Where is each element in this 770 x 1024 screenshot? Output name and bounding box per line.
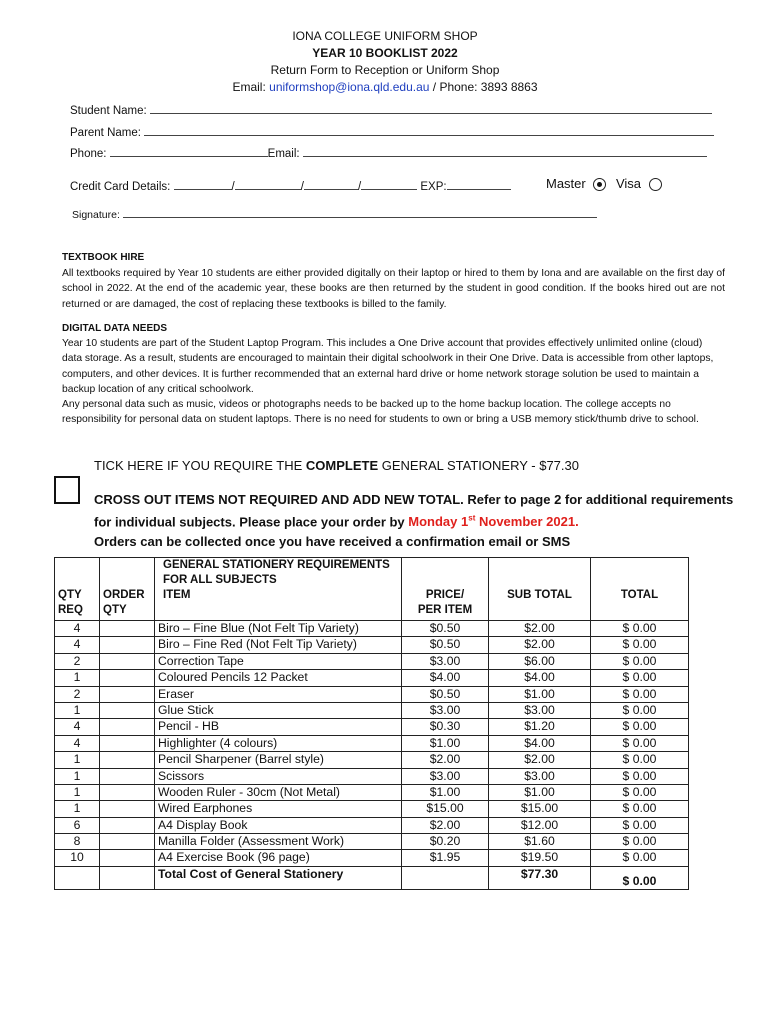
total-cell[interactable]: $ 0.00 — [591, 834, 689, 850]
total-cell[interactable]: $ 0.00 — [591, 817, 689, 833]
subtotal-cell: $1.00 — [489, 784, 591, 800]
table-row — [55, 850, 689, 866]
total-label: Total Cost of General Stationery — [155, 866, 402, 889]
item-cell: Manilla Folder (Assessment Work) — [155, 834, 402, 850]
phone-label: Phone: — [70, 148, 107, 160]
total-cell[interactable]: $ 0.00 — [591, 719, 689, 735]
subtotal-header-top — [489, 558, 591, 589]
exp-field[interactable] — [447, 178, 511, 190]
table-row — [55, 784, 689, 800]
digital-data-text-2: Any personal data such as music, videos or photographs needs to be backed up to the home backup location. The college accepts no responsibility for personal data on student laptops. There is no need for students to own or bring a USB memory stick/thumb drive to school. — [62, 399, 699, 426]
total-cell[interactable]: $ 0.00 — [591, 670, 689, 686]
order-deadline: Monday 1st November 2021. — [408, 514, 579, 530]
student-name-label: Student Name: — [70, 105, 147, 117]
total-cell[interactable]: $ 0.00 — [591, 850, 689, 866]
price-cell: $0.20 — [402, 834, 489, 850]
parent-name-row — [70, 124, 714, 139]
table-title — [155, 558, 402, 589]
table-title-line1: GENERAL STATIONERY REQUIREMENTS — [163, 559, 390, 571]
subtotal-cell: $1.60 — [489, 834, 591, 850]
qty-req-cell: 2 — [55, 686, 100, 702]
return-instruction: Return Form to Reception or Uniform Shop — [270, 63, 500, 77]
collection-note: Orders can be collected once you have received a confirmation email or SMS — [94, 534, 571, 549]
total-cell[interactable]: $ 0.00 — [591, 637, 689, 653]
qty-req-cell: 1 — [55, 702, 100, 718]
qty-req-cell: 1 — [55, 670, 100, 686]
order-qty-cell[interactable] — [100, 621, 155, 637]
price-cell: $1.00 — [402, 735, 489, 751]
order-qty-cell[interactable] — [100, 834, 155, 850]
total-cell[interactable]: $ 0.00 — [591, 784, 689, 800]
subtotal-cell: $1.00 — [489, 686, 591, 702]
qty-req-cell: 1 — [55, 784, 100, 800]
order-qty-cell[interactable] — [100, 702, 155, 718]
qty-req-cell: 2 — [55, 653, 100, 669]
subtotal-cell: $2.00 — [489, 752, 591, 768]
order-qty-cell[interactable] — [100, 817, 155, 833]
subtotal-header: SUB TOTAL — [489, 588, 591, 621]
qty-req-cell: 8 — [55, 834, 100, 850]
visa-radio[interactable] — [649, 178, 662, 191]
table-row — [55, 752, 689, 768]
table-row — [55, 834, 689, 850]
subtotal-cell: $4.00 — [489, 735, 591, 751]
total-cell[interactable]: $ 0.00 — [591, 653, 689, 669]
stationery-rows — [55, 621, 689, 867]
total-header: TOTAL — [591, 588, 689, 621]
card-group-1[interactable] — [174, 178, 232, 190]
qty-req-cell: 1 — [55, 752, 100, 768]
complete-stationery-checkbox[interactable] — [54, 476, 80, 504]
price-cell: $1.95 — [402, 850, 489, 866]
master-radio[interactable] — [593, 178, 606, 191]
total-cell[interactable]: $ 0.00 — [591, 752, 689, 768]
order-header-top — [100, 558, 155, 589]
qty-req-cell: 4 — [55, 719, 100, 735]
signature-row — [72, 206, 597, 221]
item-cell: A4 Display Book — [155, 817, 402, 833]
price-header-line2: PER ITEM — [417, 604, 473, 616]
phone-field[interactable] — [110, 145, 268, 157]
email-prefix: Email: — [232, 80, 270, 94]
qty-req-cell: 4 — [55, 735, 100, 751]
parent-name-field[interactable] — [144, 124, 714, 136]
tick-suffix: GENERAL STATIONERY - $77.30 — [378, 458, 579, 473]
cross-out-instruction — [94, 490, 734, 531]
card-group-3[interactable] — [304, 178, 358, 190]
item-cell: A4 Exercise Book (96 page) — [155, 850, 402, 866]
phone-email-row — [70, 145, 707, 160]
tick-prefix: TICK HERE IF YOU REQUIRE THE — [94, 458, 306, 473]
order-qty-cell[interactable] — [100, 768, 155, 784]
item-cell: Biro – Fine Blue (Not Felt Tip Variety) — [155, 621, 402, 637]
order-qty-cell[interactable] — [100, 752, 155, 768]
order-qty-cell[interactable] — [100, 735, 155, 751]
total-cell[interactable]: $ 0.00 — [591, 801, 689, 817]
table-title-line2: FOR ALL SUBJECTS — [163, 574, 277, 586]
qty-header-label: QTY — [58, 589, 82, 601]
total-cell[interactable]: $ 0.00 — [591, 735, 689, 751]
price-cell: $3.00 — [402, 653, 489, 669]
qty-req-cell: 1 — [55, 768, 100, 784]
total-price-cell — [402, 866, 489, 889]
subtotal-cell: $12.00 — [489, 817, 591, 833]
order-qty-cell[interactable] — [100, 637, 155, 653]
qty-header-top — [55, 558, 100, 589]
total-cell[interactable]: $ 0.00 — [591, 702, 689, 718]
parent-name-label: Parent Name: — [70, 127, 141, 139]
qty-req-cell: 10 — [55, 850, 100, 866]
price-cell: $2.00 — [402, 817, 489, 833]
price-cell: $3.00 — [402, 702, 489, 718]
student-name-field[interactable] — [150, 102, 712, 114]
subtotal-cell: $2.00 — [489, 637, 591, 653]
email-label: Email: — [267, 148, 300, 160]
item-cell: Eraser — [155, 686, 402, 702]
item-cell: Highlighter (4 colours) — [155, 735, 402, 751]
table-row — [55, 801, 689, 817]
phone-text: / Phone: 3893 8863 — [429, 80, 538, 94]
price-cell: $0.30 — [402, 719, 489, 735]
item-cell: Correction Tape — [155, 653, 402, 669]
digital-data-title: DIGITAL DATA NEEDS — [62, 323, 167, 334]
order-qty-header — [100, 588, 155, 621]
email-link[interactable]: uniformshop@iona.qld.edu.au — [269, 80, 430, 94]
credit-card-label: Credit Card Details: — [70, 181, 171, 193]
item-cell: Pencil Sharpener (Barrel style) — [155, 752, 402, 768]
subtotal-cell: $19.50 — [489, 850, 591, 866]
qty-req-cell: 4 — [55, 637, 100, 653]
order-qty-cell[interactable] — [100, 850, 155, 866]
subtotal-cell: $3.00 — [489, 768, 591, 784]
order-qty-cell[interactable] — [100, 719, 155, 735]
table-row — [55, 702, 689, 718]
price-cell: $0.50 — [402, 621, 489, 637]
email-field[interactable] — [303, 145, 707, 157]
price-cell: $3.00 — [402, 768, 489, 784]
digital-data-text: Year 10 students are part of the Student Laptop Program. This includes a One Drive account that provides effectively unlimited online (cloud) data storage. As a result, students are encouraged to maintain their digital schoolwork in their One Drive. Data is accessible from other laptops, computers, and other devices. It is further recommended that an external hard drive or home network storage solution be used to maintain a backup location of any critical schoolwork. — [62, 338, 714, 396]
item-cell: Biro – Fine Red (Not Felt Tip Variety) — [155, 637, 402, 653]
table-row — [55, 686, 689, 702]
total-order-cell — [100, 866, 155, 889]
table-row — [55, 670, 689, 686]
booklist-title: YEAR 10 BOOKLIST 2022 — [312, 46, 458, 60]
textbook-hire-text: All textbooks required by Year 10 students are either provided digitally on their laptop or hired to them by Iona and are available on the first day of school in 2022. At the end of the academic year, these books are then returned by the student in good condition. If the books hired out are not returned or are damaged, the cost of replacing these textbooks is billed to the family. — [62, 268, 725, 310]
total-qty-cell — [55, 866, 100, 889]
price-cell: $0.50 — [402, 686, 489, 702]
price-cell: $4.00 — [402, 670, 489, 686]
card-group-2[interactable] — [235, 178, 301, 190]
signature-label: Signature: — [72, 209, 120, 221]
table-row — [55, 719, 689, 735]
req-header-label: REQ — [58, 604, 83, 616]
table-row — [55, 653, 689, 669]
qty-req-cell: 6 — [55, 817, 100, 833]
price-cell: $15.00 — [402, 801, 489, 817]
order-qty-cell[interactable] — [100, 653, 155, 669]
price-header-line1: PRICE/ — [425, 589, 465, 601]
item-cell: Pencil - HB — [155, 719, 402, 735]
total-cell[interactable]: $ 0.00 — [591, 621, 689, 637]
total-header-top — [591, 558, 689, 589]
table-row — [55, 735, 689, 751]
subtotal-cell: $2.00 — [489, 621, 591, 637]
student-name-row — [70, 102, 712, 117]
signature-field[interactable] — [123, 206, 597, 218]
qty-req-cell: 4 — [55, 621, 100, 637]
order-qty-cell[interactable] — [100, 784, 155, 800]
subtotal-cell: $6.00 — [489, 653, 591, 669]
credit-card-row: Credit Card Details: / / / EXP: — [70, 178, 511, 193]
stationery-table — [54, 557, 689, 890]
price-header — [402, 588, 489, 621]
qty-req-cell: 1 — [55, 801, 100, 817]
order-qty-header-label: QTY — [103, 604, 127, 616]
item-cell: Wooden Ruler - 30cm (Not Metal) — [155, 784, 402, 800]
total-cell[interactable]: $ 0.00 — [591, 768, 689, 784]
subtotal-cell: $3.00 — [489, 702, 591, 718]
visa-label: Visa — [615, 176, 642, 191]
total-cell[interactable]: $ 0.00 — [591, 686, 689, 702]
qty-req-header — [55, 588, 100, 621]
table-row — [55, 621, 689, 637]
exp-label: EXP: — [420, 181, 447, 193]
price-cell: $1.00 — [402, 784, 489, 800]
tick-bold: COMPLETE — [305, 458, 379, 473]
item-cell: Wired Earphones — [155, 801, 402, 817]
tick-instruction — [94, 458, 579, 473]
item-cell: Coloured Pencils 12 Packet — [155, 670, 402, 686]
order-qty-cell[interactable] — [100, 801, 155, 817]
card-group-4[interactable] — [361, 178, 417, 190]
order-header-label: ORDER — [103, 589, 145, 601]
price-header-top — [402, 558, 489, 589]
table-row — [55, 637, 689, 653]
subtotal-cell: $15.00 — [489, 801, 591, 817]
table-row — [55, 768, 689, 784]
order-qty-cell[interactable] — [100, 670, 155, 686]
order-qty-cell[interactable] — [100, 686, 155, 702]
school-name: IONA COLLEGE UNIFORM SHOP — [292, 29, 478, 43]
subtotal-cell: $4.00 — [489, 670, 591, 686]
master-label: Master — [546, 176, 586, 191]
item-cell: Glue Stick — [155, 702, 402, 718]
price-cell: $0.50 — [402, 637, 489, 653]
price-cell: $2.00 — [402, 752, 489, 768]
subtotal-cell: $1.20 — [489, 719, 591, 735]
total-subtotal: $77.30 — [489, 866, 591, 889]
item-cell: Scissors — [155, 768, 402, 784]
textbook-hire-title: TEXTBOOK HIRE — [62, 252, 145, 263]
item-header: ITEM — [155, 588, 402, 621]
total-row — [55, 866, 689, 889]
card-type-row — [546, 176, 668, 191]
cross-text: CROSS OUT ITEMS NOT REQUIRED AND ADD NEW TOTAL. Refer to page 2 for additional requirements for individual subjects. Please place your order by — [94, 492, 734, 530]
contact-line — [0, 79, 770, 95]
table-row — [55, 817, 689, 833]
total-total: $ 0.00 — [591, 866, 689, 889]
